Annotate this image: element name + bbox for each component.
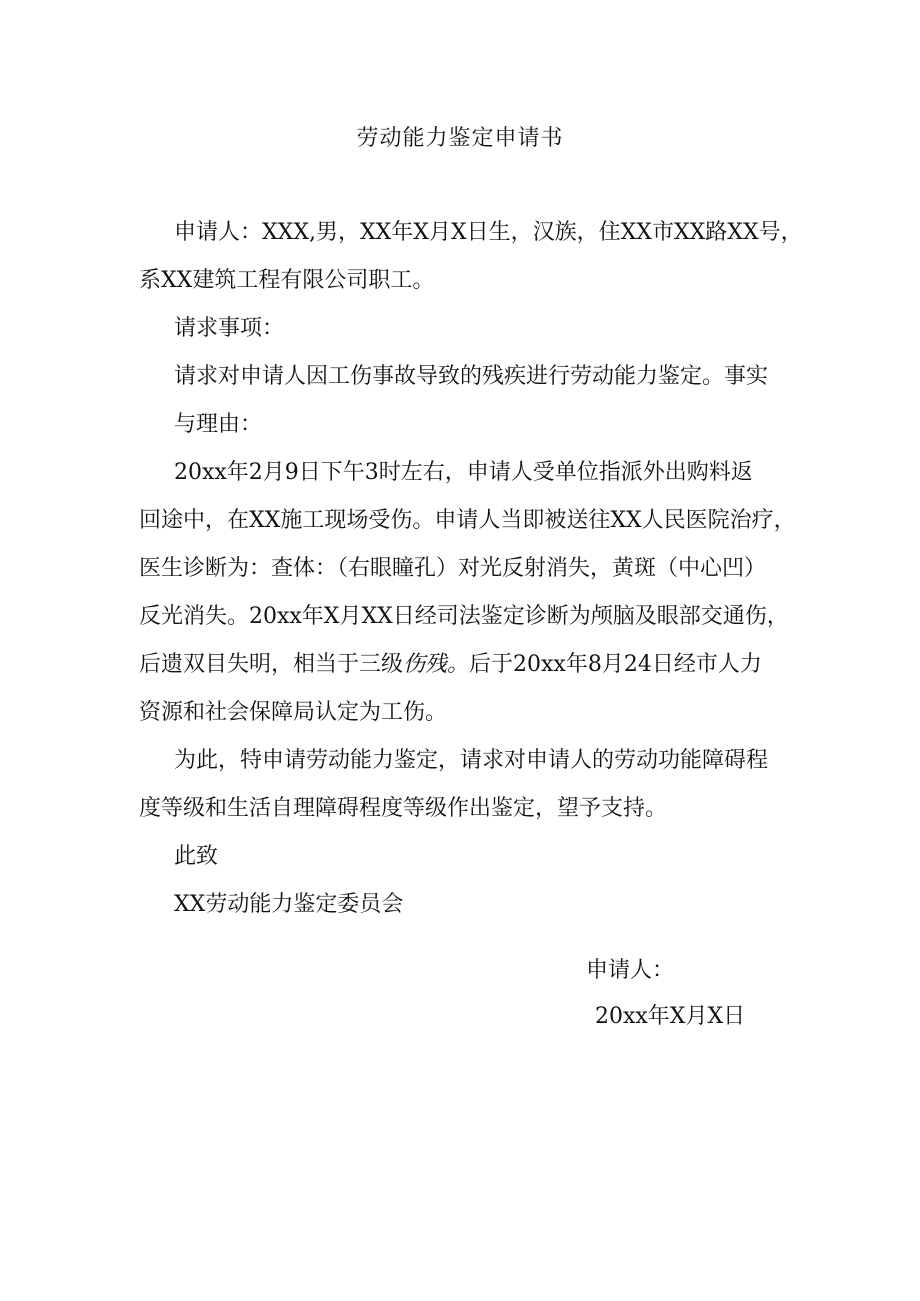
signature-date: 20xx年X月X日: [595, 1004, 746, 1029]
request-heading: 请求事项：: [174, 315, 285, 341]
document-body: [139, 214, 809, 934]
facts-line-5: [139, 646, 809, 685]
closing-text: 此致: [174, 843, 219, 869]
facts-line-6: 资源和社会保障局认定为工伤。: [139, 699, 448, 725]
facts-line-2: 回途中，在XX施工现场受伤。申请人当即被送往XX人民医院治疗，: [139, 507, 796, 533]
conclusion-line-2: 度等级和生活自理障碍程度等级作出鉴定，望予支持。: [139, 795, 668, 821]
conclusion-line-1: 为此，特申请劳动能力鉴定，请求对申请人的劳动功能障碍程: [174, 747, 769, 773]
facts-line-5-italic: 伤残。: [403, 651, 470, 677]
facts-line-4: 反光消失。20xx年X月XX日经司法鉴定诊断为颅脑及眼部交通伤，: [139, 603, 789, 629]
applicant-line-1: 申请人：XXX,男，XX年X月X日生，汉族，住XX市XX路XX号，: [174, 220, 803, 245]
facts-line-5-before: 后遗双目失明，相当于三级: [139, 651, 404, 677]
applicant-line-2: 系XX建筑工程有限公司职工。: [139, 267, 435, 293]
signature-label: 申请人：: [586, 958, 675, 983]
document-title: 劳动能力鉴定申请书: [356, 126, 564, 151]
facts-line-1: 20xx年2月9日下午3时左右，申请人受单位指派外出购料返: [174, 459, 753, 485]
facts-line-3: 医生诊断为：查体：（右眼瞳孔）对光反射消失，黄斑（中心凹）: [139, 555, 767, 581]
facts-heading: 与理由：: [174, 411, 263, 437]
facts-line-5-after: 后于20xx年8月24日经市人力: [469, 651, 762, 677]
recipient-text: XX劳动能力鉴定委员会: [174, 891, 404, 917]
request-line: 请求对申请人因工伤事故导致的残疾进行劳动能力鉴定。事实: [174, 363, 769, 389]
